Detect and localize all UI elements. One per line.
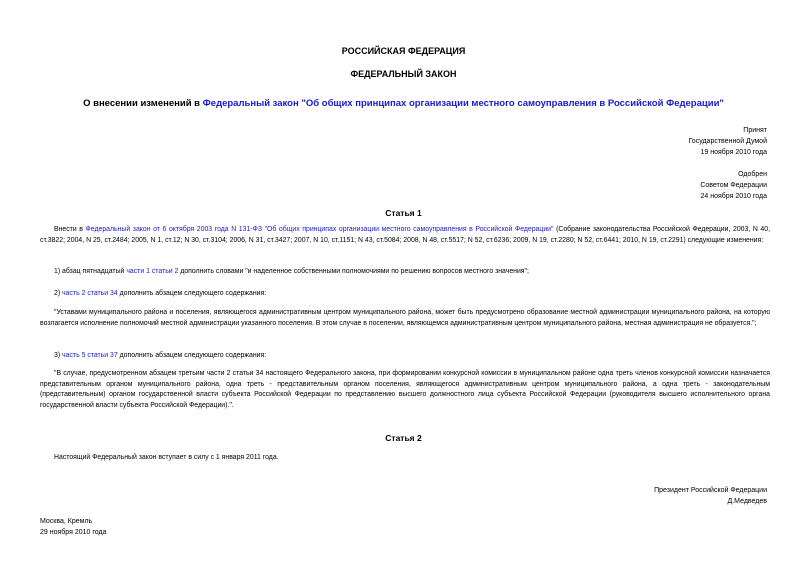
article-1-intro (40, 225, 770, 246)
item-1-link[interactable]: части 1 статьи 2 (126, 268, 179, 275)
article-1-item-2 (40, 289, 770, 300)
article-1-item-3 (40, 351, 770, 362)
place-date-block (40, 516, 106, 538)
law-title-link[interactable]: Федеральный закон "Об общих принципах организации местного самоуправления в Российской Федерации" (202, 98, 724, 109)
item-2-prefix: 2) (54, 290, 63, 297)
item-2-link[interactable]: часть 2 статьи 34 (62, 290, 118, 297)
place: Москва, Кремль (40, 518, 93, 525)
approved-block (700, 169, 767, 202)
article-2-text: Настоящий Федеральный закон вступает в силу с 1 января 2011 года. (54, 454, 279, 461)
approved-label: Одобрен (738, 171, 767, 178)
adopted-label: Принят (743, 127, 767, 134)
country-heading: РОССИЙСКАЯ ФЕДЕРАЦИЯ (341, 46, 466, 56)
quote-2: "В случае, предусмотренном абзацем третьим части 2 статьи 34 настоящего Федерального закона, при формировании конкурсной комиссии в муниципальном районе одна треть членов конкурсной комиссии назначается представительным органом муниципального района, одна треть - представительным органом поселения, являющегося административным центром муниципального района, а одна треть - законодательным (представительным) органом государственной власти субъекта Российской Федерации по представлению высшего должностного лица субъекта Российской Федерации (руководителя высшего исполнительного органа государственной власти субъекта Российской Федерации).". (40, 370, 770, 409)
item-3-suffix: дополнить абзацем следующего содержания: (117, 352, 267, 359)
adopted-date: 19 ноября 2010 года (700, 149, 767, 156)
article-1-heading: Статья 1 (385, 208, 422, 218)
item-1-prefix: 1) абзац пятнадцатый (54, 268, 127, 275)
intro-prefix: Внести в (54, 226, 86, 233)
article-2-heading: Статья 2 (385, 433, 422, 443)
signature-block (654, 485, 767, 507)
signing-date: 29 ноября 2010 года (40, 529, 107, 536)
adopted-body: Государственной Думой (688, 138, 767, 145)
quote-1: "Уставами муниципального района и поселения, являющегося административным центром муниципального района, может быть предусмотрено образование местной администрации муниципального района, на которую возлагается исполнение полномочий местной администрации указанного поселения. В этом случае в поселении, являющемся административным центром муниципального района, местная администрация не образуется."; (40, 309, 770, 327)
approved-date: 24 ноября 2010 года (700, 193, 767, 200)
law-title (0, 98, 807, 109)
item-2-suffix: дополнить абзацем следующего содержания: (117, 290, 267, 297)
item-1-suffix: дополнить словами "и наделенное собственными полномочиями по решению вопросов местного значения"; (178, 268, 529, 275)
law-title-prefix: О внесении изменений в (83, 98, 203, 109)
signature-name: Д.Медведев (727, 498, 767, 505)
approved-body: Советом Федерации (700, 182, 767, 189)
intro-suffix: (Собрание законодательства Российской Федерации, 2003, N 40, ст.3822; 2004, N 25, ст.2484; 2005, N 1, ст.12; N 30, ст.3104; 2006, N 31, ст.3427; 2007, N 10, ст.1151; N 43, ст.5084; 2008, N 48, ст.5517; N 52, ст.6236; 2009, N 19, ст.2280; N 52, ст.6441; 2010, N 19, ст.2291) следующие изменения: (40, 226, 770, 244)
item-3-link[interactable]: часть 5 статьи 37 (62, 352, 118, 359)
law-type-heading: ФЕДЕРАЛЬНЫЙ ЗАКОН (350, 69, 457, 79)
adopted-block (688, 125, 767, 158)
intro-law-link[interactable]: Федеральный закон от 6 октября 2003 года N 131-ФЗ "Об общих принципах организации местного самоуправления в Российской Федерации" (85, 226, 554, 233)
item-3-prefix: 3) (54, 352, 63, 359)
article-1-item-1 (40, 267, 770, 278)
signature-title: Президент Российской Федерации (654, 487, 767, 494)
